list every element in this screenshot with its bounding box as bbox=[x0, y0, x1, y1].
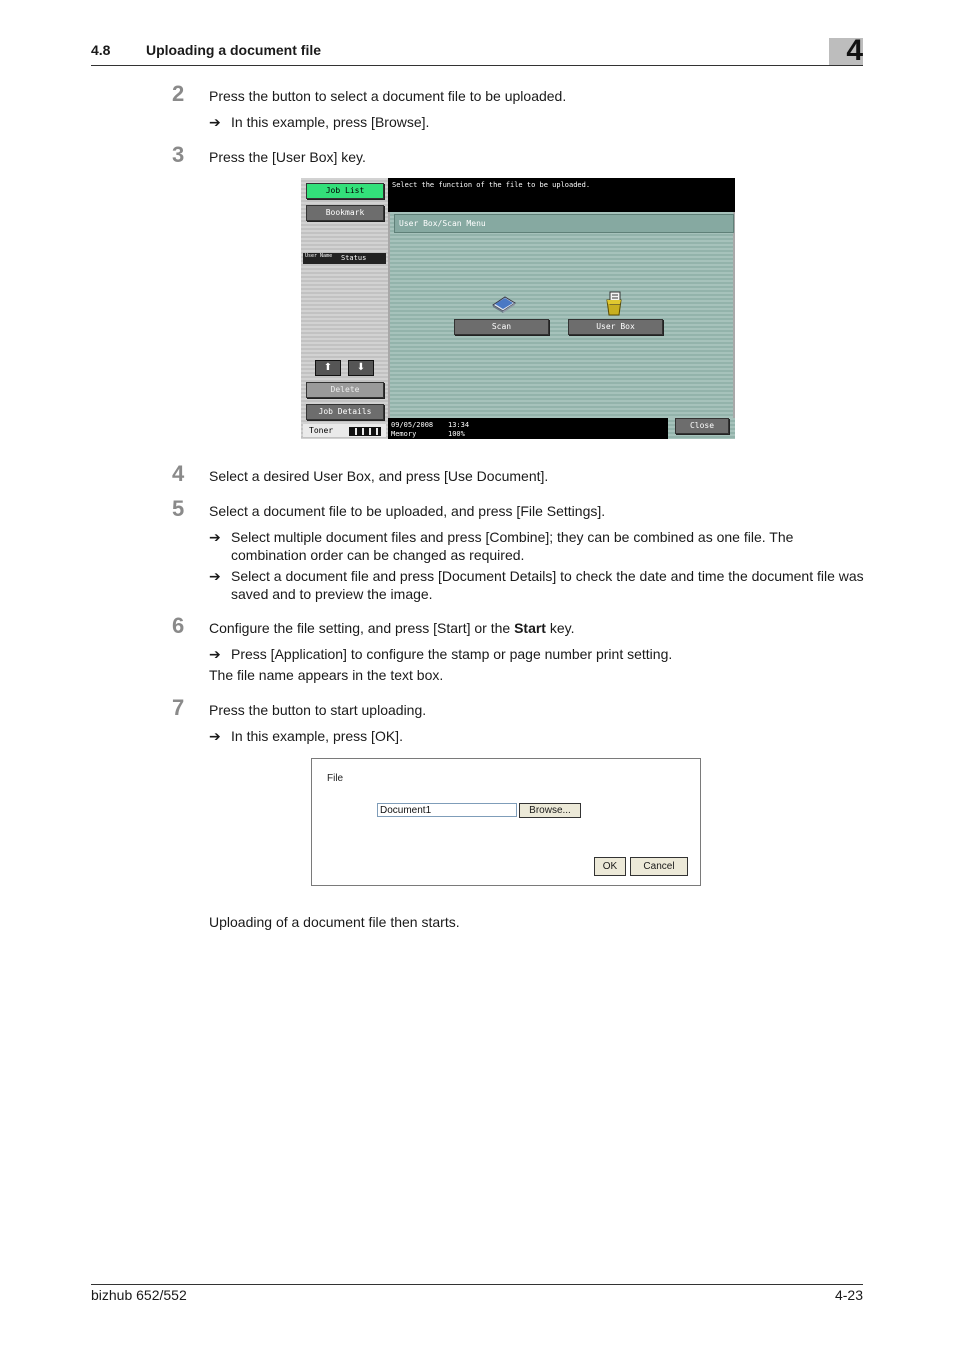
step-text-part: Configure the file setting, and press [Start] or the bbox=[209, 620, 515, 636]
step-number: 2 bbox=[172, 81, 185, 106]
step-substep bbox=[209, 567, 864, 603]
memory-label: Memory bbox=[391, 430, 417, 438]
date-readout: 09/05/2008 bbox=[391, 421, 434, 429]
toner-label: Toner bbox=[309, 426, 334, 435]
status-bar bbox=[388, 418, 668, 439]
job-list-button[interactable]: Job List bbox=[306, 183, 384, 199]
arrow-up-icon: ⬆ bbox=[323, 362, 333, 373]
memory-readout: 100% bbox=[448, 430, 465, 438]
time-readout: 13:34 bbox=[448, 421, 470, 429]
user-box-icon bbox=[603, 290, 625, 316]
scanner-icon bbox=[491, 293, 517, 313]
scroll-up-button[interactable] bbox=[315, 360, 341, 376]
job-list-header bbox=[303, 253, 386, 264]
arrow-icon: ➔ bbox=[209, 114, 221, 130]
chapter-number: 4 bbox=[846, 34, 863, 67]
step-text bbox=[209, 619, 864, 637]
file-path-input[interactable]: Document1 bbox=[377, 803, 517, 817]
substep-text: Select multiple document files and press [Combine]; they can be combined as one file. The combination order can be changed as required. bbox=[231, 529, 794, 563]
menu-title: User Box/Scan Menu bbox=[399, 219, 486, 228]
step-text: Press the [User Box] key. bbox=[209, 149, 366, 165]
toner-indicator bbox=[303, 424, 386, 437]
arrow-icon: ➔ bbox=[209, 728, 221, 744]
substep-text: In this example, press [OK]. bbox=[231, 728, 403, 744]
step-number: 7 bbox=[172, 695, 185, 720]
step-text-part: key. bbox=[545, 620, 575, 636]
substep-text: Press [Application] to configure the stamp or page number print setting. bbox=[231, 646, 673, 662]
footer-rule bbox=[91, 1284, 863, 1285]
footer-page-number: 4-23 bbox=[834, 1287, 863, 1303]
arrow-icon: ➔ bbox=[209, 568, 221, 584]
arrow-icon: ➔ bbox=[209, 529, 221, 545]
scroll-down-button[interactable] bbox=[348, 360, 374, 376]
step-number: 4 bbox=[172, 461, 185, 486]
cancel-button[interactable]: Cancel bbox=[630, 857, 688, 876]
start-key-label: Start bbox=[514, 620, 546, 636]
substep-text: Select a document file and press [Document Details] to check the date and time the document file was saved and to preview the image. bbox=[231, 568, 864, 602]
step-number: 6 bbox=[172, 613, 185, 638]
step-number: 5 bbox=[172, 496, 185, 521]
step-note: The file name appears in the text box. bbox=[209, 667, 444, 683]
header-rule bbox=[91, 65, 863, 66]
file-upload-dialog bbox=[311, 758, 701, 886]
file-label: File bbox=[327, 773, 344, 784]
footer-product: bizhub 652/552 bbox=[91, 1287, 187, 1303]
section-title: Uploading a document file bbox=[146, 42, 322, 58]
ok-button[interactable]: OK bbox=[594, 857, 626, 876]
step-text: Select a document file to be uploaded, and press [File Settings]. bbox=[209, 503, 606, 519]
user-name-column: User Name bbox=[305, 253, 333, 259]
step-text: Press the button to start uploading. bbox=[209, 702, 427, 718]
step-substep bbox=[209, 727, 864, 745]
section-number: 4.8 bbox=[91, 42, 111, 58]
substep-text: In this example, press [Browse]. bbox=[231, 114, 430, 130]
toner-level-icon bbox=[349, 427, 381, 436]
message-text: Select the function of the file to be uploaded. bbox=[392, 181, 591, 189]
browse-button[interactable]: Browse... bbox=[519, 803, 581, 818]
step-substep bbox=[209, 528, 864, 564]
scan-button[interactable]: Scan bbox=[454, 319, 549, 335]
job-details-button[interactable]: Job Details bbox=[306, 404, 384, 420]
bookmark-button[interactable]: Bookmark bbox=[306, 205, 384, 221]
close-button[interactable]: Close bbox=[675, 418, 729, 434]
delete-button[interactable]: Delete bbox=[306, 382, 384, 398]
main-screen-area bbox=[390, 212, 733, 418]
step-substep bbox=[209, 645, 864, 663]
user-box-button[interactable]: User Box bbox=[568, 319, 663, 335]
step-number: 3 bbox=[172, 142, 185, 167]
arrow-down-icon: ⬇ bbox=[356, 362, 366, 373]
step-text: Press the button to select a document file to be uploaded. bbox=[209, 88, 567, 104]
menu-title-bar bbox=[394, 214, 734, 233]
status-column: Status bbox=[341, 254, 367, 262]
step-text: Select a desired User Box, and press [Use Document]. bbox=[209, 468, 549, 484]
control-panel-screenshot bbox=[301, 178, 735, 439]
arrow-icon: ➔ bbox=[209, 646, 221, 662]
closing-text: Uploading of a document file then starts. bbox=[209, 914, 460, 930]
message-bar bbox=[388, 178, 735, 212]
step-substep bbox=[209, 113, 864, 131]
